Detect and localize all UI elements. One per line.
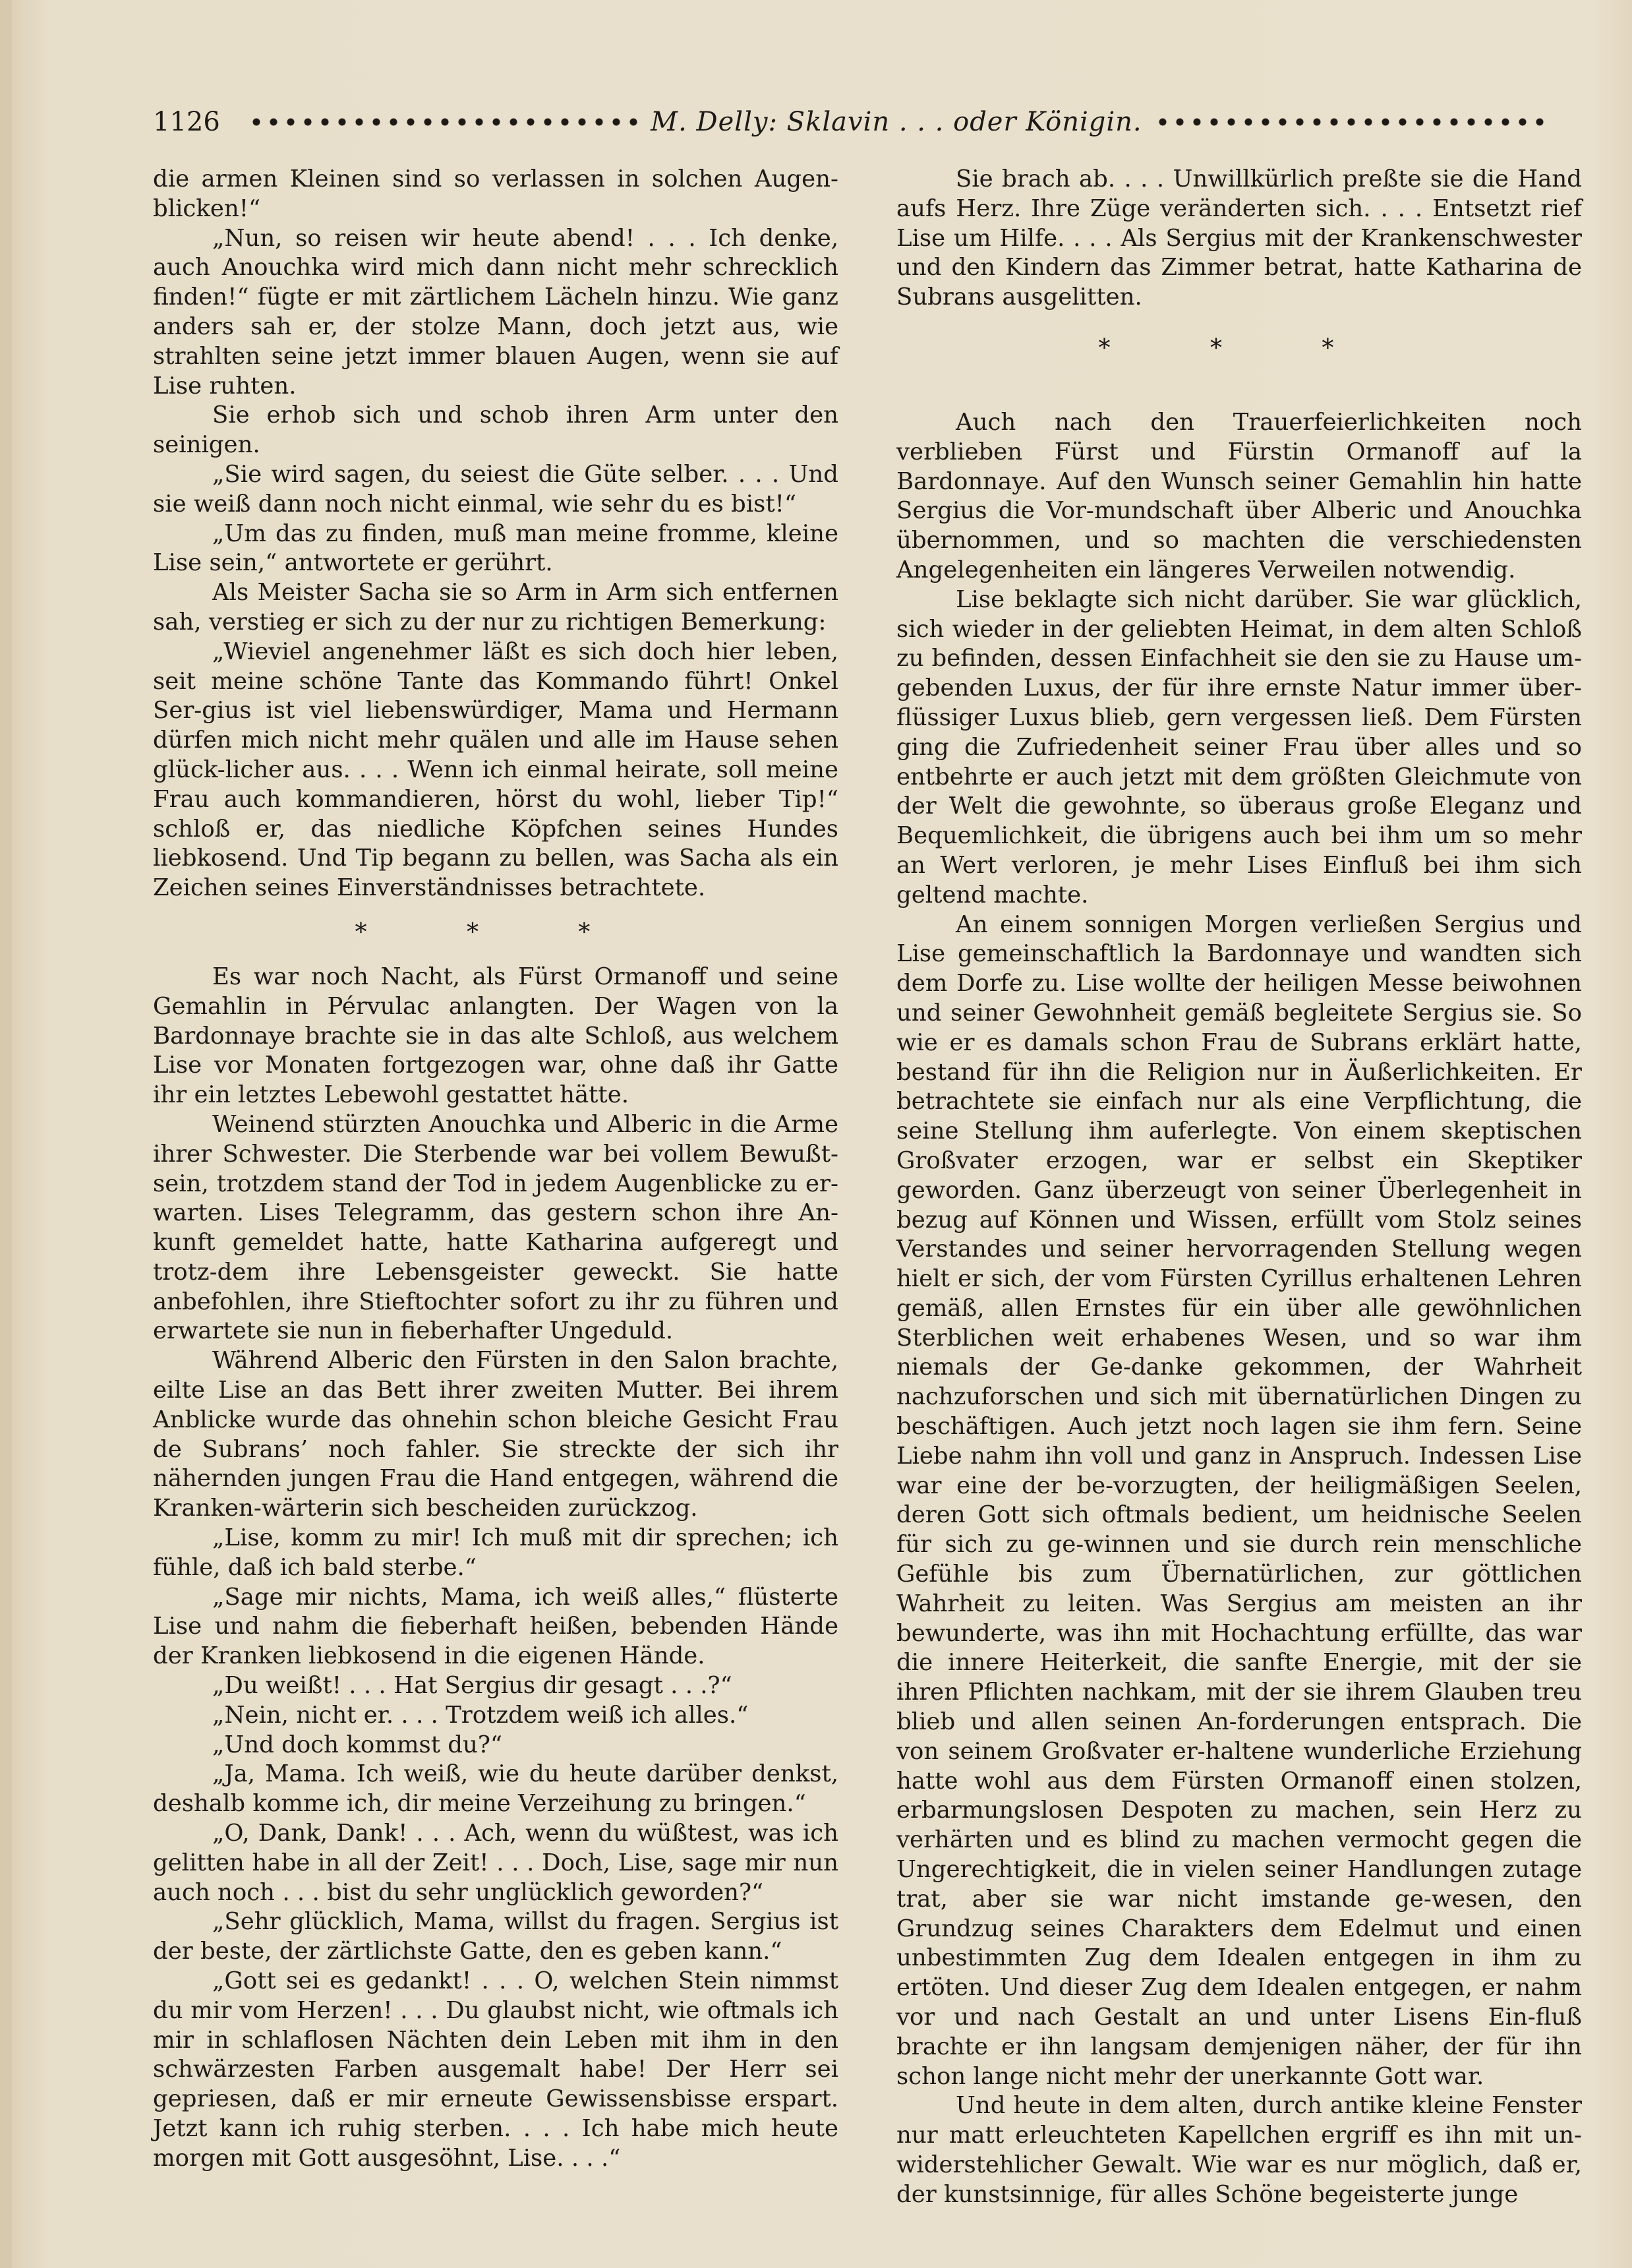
left-paragraph: „Lise, komm zu mir! Ich muß mit dir sprechen; ich fühle, daß ich bald sterbe.“ <box>153 1524 838 1581</box>
right-text-column <box>896 165 1582 2210</box>
left-paragraph: „Nein, nicht er. . . . Trotzdem weiß ich alles.“ <box>212 1701 749 1729</box>
right-paragraph: Sie brach ab. . . . Unwillkürlich preßte sie die Hand aufs Herz. Ihre Züge veränderten sich. . . . Entsetzt rief Lise um Hilfe. . . . Als Sergius mit der Krankenschwester und den Kindern das Zimmer betrat, hatte Katharina de Subrans ausgelitten. <box>896 165 1582 311</box>
right-paragraph: An einem sonnigen Morgen verließen Sergius und Lise gemeinschaftlich la Bardonnaye und wandten sich dem Dorfe zu. Lise wollte der heiligen Messe beiwohnen und seiner Gewohnheit gemäß begleitete Sergius sie. So wie er es damals schon Frau de Subrans erklärt hatte, bestand für ihn die Religion nur in Äußerlichkeiten. Er betrachtete sie einfach nur als eine Verpflichtung, die seine Stellung ihm auferlegte. Von einem skeptischen Großvater erzogen, war er selbst ein Skeptiker geworden. Ganz überzeugt von seiner Überlegenheit in bezug auf Können und Wissen, erfüllt vom Stolz seines Verstandes und seiner hervorragenden Stellung wegen hielt er sich, der vom Fürsten Cyrillus erhaltenen Lehren gemäß, allen Ernstes für ein über alle gewöhnlichen Sterblichen weit erhabenes Wesen, und so war ihm niemals der Ge-danke gekommen, der Wahrheit nachzuforschen und sich mit übernatürlichen Dingen zu beschäftigen. Auch jetzt noch lagen sie ihm fern. Seine Liebe nahm ihn voll und ganz in Anspruch. Indessen Lise war eine der be-vorzugten, der heiligmäßigen Seelen, deren Gott sich oftmals bedient, um heidnische Seelen für sich zu ge-winnen und sie durch rein menschliche Gefühle bis zum Übernatürlichen, zur göttlichen Wahrheit zu leiten. Was Sergius am meisten an ihr bewunderte, was ihn mit Hochachtung erfüllte, das war die innere Heiterkeit, die sanfte Energie, mit der sie ihren Pflichten nachkam, mit der sie ihrem Glauben treu blieb und allen seinen An-forderungen entsprach. Die von seinem Großvater er-haltene wunderliche Erziehung hatte wohl aus dem Fürsten Ormanoff einen stolzen, erbarmungslosen Despoten zu machen, sein Herz zu verhärten und es blind zu machen vermocht gegen die Ungerechtigkeit, die in vielen seiner Handlungen zutage trat, aber sie war nicht imstande ge-wesen, den Grundzug seines Charakters dem Edelmut und einen unbestimmten Zug dem Idealen entgegen in ihm zu ertöten. Und dieser Zug dem Idealen entgegen, er nahm vor und nach Gestalt an und unter Lisens Ein-fluß brachte er ihn langsam demjenigen näher, der für ihn schon lange nicht mehr der unerkannte Gott war. <box>896 910 1582 2090</box>
right-paragraph: Und heute in dem alten, durch antike kleine Fenster nur matt erleuchteten Kapellchen ergriff es ihn mit un-widerstehlicher Gewalt. Wie war es nur möglich, daß er, der kunstsinnige, für alles Schöne begeisterte junge <box>896 2092 1582 2208</box>
left-paragraph: „Ja, Mama. Ich weiß, wie du heute darüber denkst, deshalb komme ich, dir meine Verzeihung zu bringen.“ <box>153 1760 838 1818</box>
left-paragraph: „Um das zu finden, muß man meine fromme, kleine Lise sein,“ antwortete er gerührt. <box>153 520 838 577</box>
running-header <box>153 99 1557 145</box>
left-paragraph: Es war noch Nacht, als Fürst Ormanoff und seine Gemahlin in Pérvulac anlangten. Der Wagen von la Bardonnaye brachte sie in das alte Schloß, aus welchem Lise vor Monaten fortgezogen war, ohne daß ihr Gatte ihr ein letztes Lebewohl gestattet hätte. <box>153 963 838 1109</box>
left-ornament-rule <box>248 117 639 127</box>
left-paragraph: Während Alberic den Fürsten in den Salon brachte, eilte Lise an das Bett ihrer zweiten Mutter. Bei ihrem Anblicke wurde das ohnehin schon bleiche Gesicht Frau de Subrans’ noch fahler. Sie streckte der sich ihr nähernden jungen Frau die Hand entgegen, während die Kranken-wärterin sich bescheiden zurückzog. <box>153 1347 838 1522</box>
page-number: 1126 <box>153 107 220 137</box>
left-paragraph: „Sage mir nichts, Mama, ich weiß alles,“ flüsterte Lise und nahm die fieberhaft heißen, bebenden Hände der Kranken liebkosend in die eigenen Hände. <box>153 1583 838 1670</box>
left-paragraph: „Gott sei es gedankt! . . . O, welchen Stein nimmst du mir vom Herzen! . . . Du glaubst nicht, wie oftmals ich mir in schlaflosen Nächten dein Leben mit ihm in den schwärzesten Farben ausgemalt habe! Der Herr sei gepriesen, daß er mir erneute Gewissensbisse erspart. Jetzt kann ich ruhig sterben. . . . Ich habe mich heute morgen mit Gott ausgesöhnt, Lise. . . .“ <box>153 1967 838 2172</box>
left-paragraph: Weinend stürzten Anouchka und Alberic in die Arme ihrer Schwester. Die Sterbende war bei vollem Bewußt-sein, trotzdem stand der Tod in jedem Augenblicke zu er-warten. Lises Telegramm, das gestern schon ihre An-kunft gemeldet hatte, hatte Katharina aufgeregt und trotz-dem ihre Lebensgeister geweckt. Sie hatte anbefohlen, ihre Stieftochter sofort zu ihr zu führen und erwartete sie nun in fieberhafter Ungeduld. <box>153 1110 838 1345</box>
left-text-column <box>153 165 838 2174</box>
left-paragraph: „Du weißt! . . . Hat Sergius dir gesagt . . .?“ <box>212 1672 732 1700</box>
left-paragraph: die armen Kleinen sind so verlassen in solchen Augen-blicken!“ <box>153 165 838 222</box>
right-section-break-stars: * * * <box>1098 334 1380 362</box>
left-paragraph: „O, Dank, Dank! . . . Ach, wenn du wüßtest, was ich gelitten habe in all der Zeit! . . . Doch, Lise, sage mir nun auch noch . . . bist du sehr unglücklich geworden?“ <box>153 1820 838 1906</box>
left-paragraph: „Und doch kommst du?“ <box>212 1731 503 1758</box>
left-paragraph: Sie erhob sich und schob ihren Arm unter den seinigen. <box>153 402 838 459</box>
left-paragraph: „Sie wird sagen, du seiest die Güte selber. . . . Und sie weiß dann noch nicht einmal, wie sehr du es bist!“ <box>153 460 838 518</box>
running-title: M. Delly: Sklavin . . . oder Königin. <box>651 107 1142 137</box>
left-paragraph: „Sehr glücklich, Mama, willst du fragen. Sergius ist der beste, der zärtlichste Gatte, den es geben kann.“ <box>153 1908 838 1965</box>
left-paragraph: „Wieviel angenehmer läßt es sich doch hier leben, seit meine schöne Tante das Kommando führt! Onkel Ser-gius ist viel liebenswürdiger, Mama und Hermann dürfen mich nicht mehr quälen und alle im Hause sehen glück-licher aus. . . . Wenn ich einmal heirate, soll meine Frau auch kommandieren, hörst du wohl, lieber Tip!“ schloß er, das niedliche Köpfchen seines Hundes liebkosend. Und Tip begann zu bellen, was Sacha als ein Zeichen seines Einverständnisses betrachtete. <box>153 638 838 902</box>
left-paragraph: „Nun, so reisen wir heute abend! . . . Ich denke, auch Anouchka wird mich dann nicht mehr schrecklich finden!“ fügte er mit zärtlichem Lächeln hinzu. Wie ganz anders sah er, der stolze Mann, doch jetzt aus, wie strahlten seine jetzt immer blauen Augen, wenn sie auf Lise ruhten. <box>153 224 838 400</box>
left-paragraph: Als Meister Sacha sie so Arm in Arm sich entfernen sah, verstieg er sich zu der nur zu richtigen Bemerkung: <box>153 579 838 636</box>
right-ornament-rule <box>1154 117 1545 127</box>
right-paragraph: Lise beklagte sich nicht darüber. Sie war glücklich, sich wieder in der geliebten Heimat, in dem alten Schloß zu befinden, dessen Einfachheit sie den sie zu Hause um-gebenden Luxus, der für ihre ernste Natur immer über-flüssiger Luxus blieb, gern vergessen ließ. Dem Fürsten ging die Zufriedenheit seiner Frau über alles und so entbehrte er auch jetzt mit dem größten Gleichmute von der Welt die gewohnte, so überaus große Eleganz und Bequemlichkeit, die übrigens auch bei ihm um so mehr an Wert verloren, je mehr Lises Einfluß bei ihm sich geltend machte. <box>896 585 1582 909</box>
left-section-break-stars: * * * <box>355 918 637 946</box>
right-paragraph: Auch nach den Trauerfeierlichkeiten noch verblieben Fürst und Fürstin Ormanoff auf la Bardonnaye. Auf den Wunsch seiner Gemahlin hin hatte Sergius die Vor-mundschaft über Alberic und Anouchka übernommen, und so machten die verschiedensten Angelegenheiten ein längeres Verweilen notwendig. <box>896 408 1582 583</box>
